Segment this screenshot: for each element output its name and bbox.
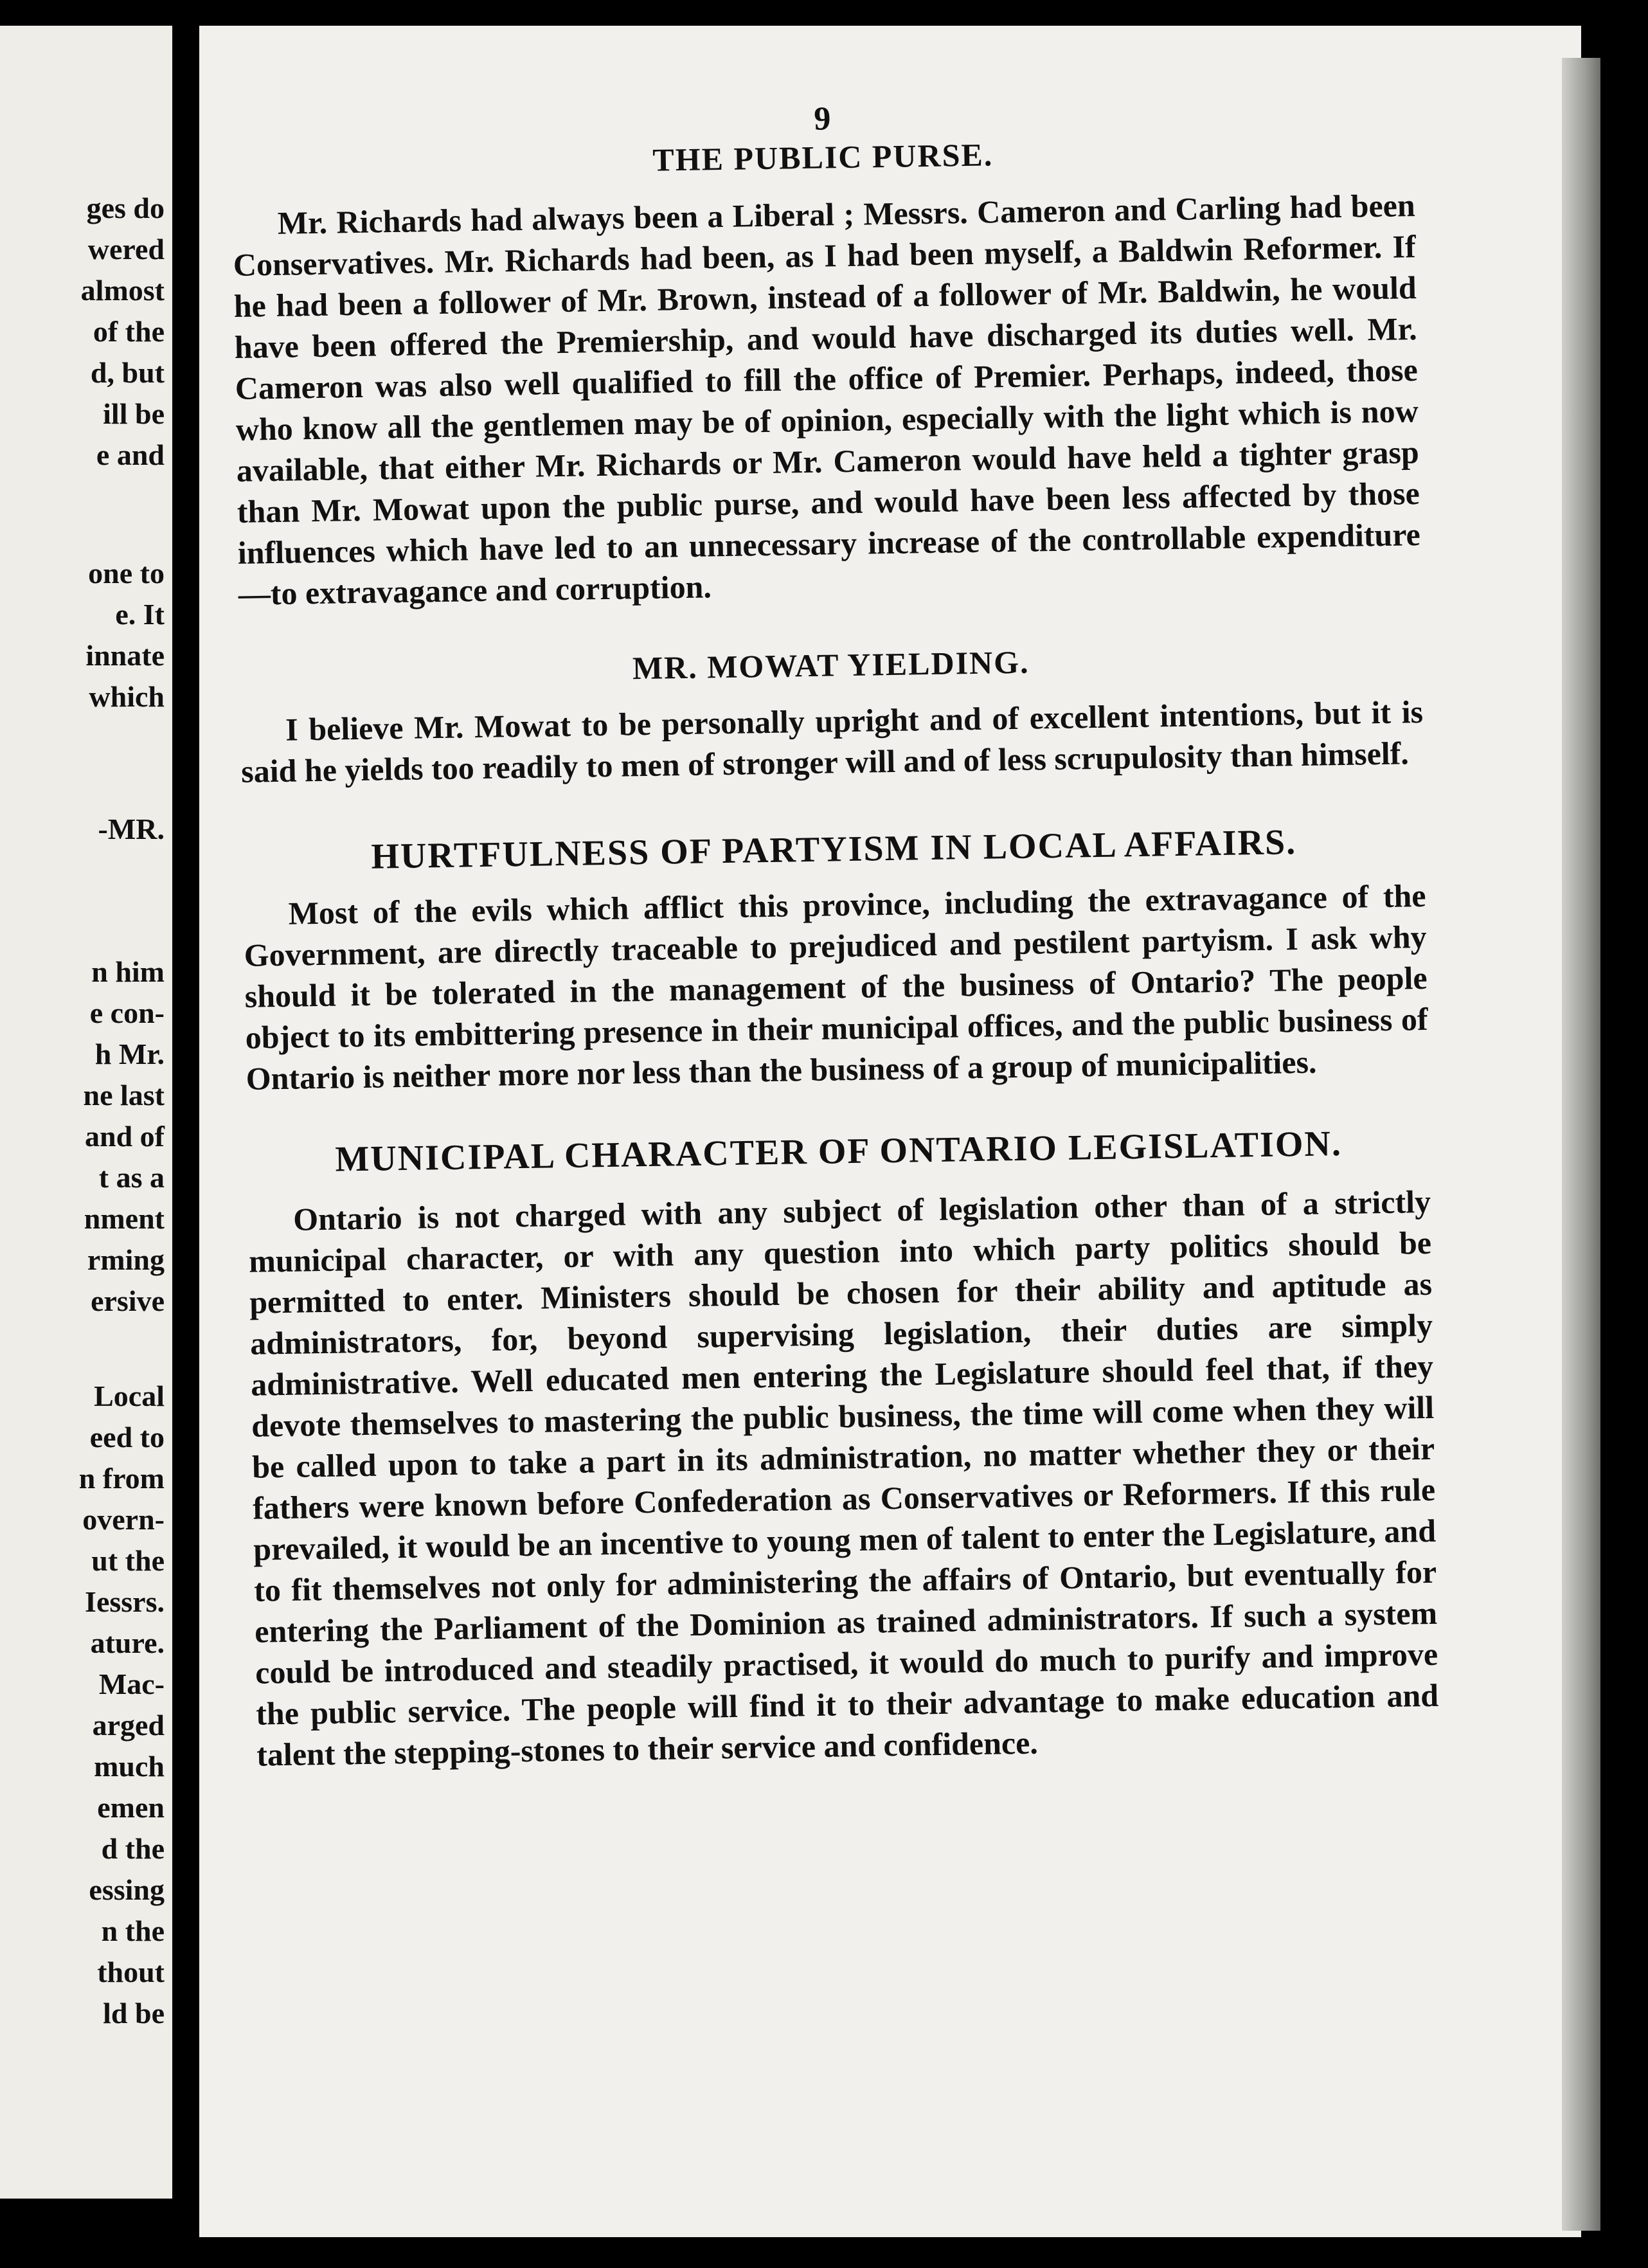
left-page-line: thout <box>97 1956 165 1988</box>
left-page-line: and of <box>85 1120 165 1153</box>
left-page-line: wered <box>87 233 165 266</box>
page-content <box>231 100 1440 1776</box>
left-page-line: eed to <box>89 1421 165 1454</box>
section-public-purse <box>231 129 1421 615</box>
left-page-line: ersive <box>91 1284 165 1317</box>
left-page-line: n him <box>91 955 165 988</box>
section-heading: HURTFULNESS OF PARTYISM IN LOCAL AFFAIRS. <box>370 822 1297 877</box>
section-paragraph: Ontario is not charged with any subject of legislation other than of a strictly municipal character, or with any question into which party politics should be permitted to enter. Ministers should be chosen for their ability and aptitude as administrators, for, beyond supervising legislation, their duties are simply administrative. Well educated men entering the Legislature should feel that, if they devote themselves to mastering the public business, the time will come when they will be called upon to take a part in its administration, no matter whether they or their fathers were known before Confederation as Conservatives or Reformers. If this rule prevailed, it would be an incentive to young men of talent to enter the Legislature, and to fit themselves not only for administering the affairs of Ontario, but eventually for entering the Parliament of the Dominion as trained administrators. If such a system could be introduced and steadily practised, it would do much to purify and improve the public service. The people will find it to their advantage to make education and talent the stepping-stones to their service and confidence. <box>248 1183 1439 1773</box>
left-page-line: innate <box>85 639 165 672</box>
left-page-line: ld be <box>103 1997 165 2030</box>
left-page-line: d, but <box>90 356 165 389</box>
section-paragraph: Most of the evils which afflict this province, including the extravagance of the Government, are directly traceable to prejudiced and pestilent partyism. I ask why should it be tolerated in the management of the business of Ontario? The people object to its embittering presence in their municipal offices, and the public business of Ontario is neither more nor less than the business of a group of municipalities. <box>244 877 1428 1097</box>
section-municipal-character <box>247 1122 1439 1776</box>
left-page-line: overn- <box>82 1503 165 1536</box>
book-page <box>199 26 1581 2237</box>
left-page-line: arged <box>92 1709 165 1742</box>
book-gutter <box>172 0 199 2268</box>
left-page-line: h Mr. <box>94 1038 165 1070</box>
left-page-line: d the <box>101 1832 165 1865</box>
section-paragraph: Mr. Richards had always been a Liberal ; Messrs. Cameron and Carling had been Conservatives. Mr. Richards had been, as I had been myself, a Baldwin Reformer. If he had been a follower of Mr. Brown, instead of a follower of Mr. Baldwin, he would have been offered the Premiership, and would have discharged its duties well. Mr. Cameron was also well qualified to fill the office of Premier. Perhaps, indeed, those who know all the gentlemen may be of opinion, especially with the light which is now available, that either Mr. Richards or Mr. Cameron would have held a tighter grasp than Mr. Mowat upon the public purse, and would have been less affected by those influences which have led to an unnecessary increase of the controllable expenditure—to extravagance and corruption. <box>233 187 1421 612</box>
left-page-line: n from <box>78 1462 165 1495</box>
left-page-line: of the <box>93 315 165 348</box>
left-page-line: ges do <box>86 192 165 224</box>
left-page-line: Mac- <box>98 1668 165 1700</box>
section-mowat-yielding <box>239 637 1424 792</box>
left-page-line: emen <box>97 1791 165 1824</box>
left-page-line: t as a <box>98 1161 165 1194</box>
left-page-line: ne last <box>83 1079 165 1112</box>
left-page-line: almost <box>80 274 165 307</box>
left-page-line: essing <box>89 1873 165 1906</box>
left-page-line: e con- <box>89 996 165 1029</box>
left-page-line: Local <box>94 1380 165 1412</box>
left-page-line: ill be <box>103 397 165 430</box>
left-page-line: -MR. <box>98 813 165 845</box>
left-page-line: e. It <box>115 598 165 631</box>
left-page-line: much <box>94 1750 165 1783</box>
left-page-line: rming <box>87 1243 165 1276</box>
section-heading: MR. MOWAT YIELDING. <box>632 644 1030 687</box>
page-edge-shadow <box>1562 58 1600 2231</box>
left-page-line: e and <box>96 438 165 471</box>
section-partyism <box>242 820 1429 1099</box>
left-page-line: ut the <box>91 1544 165 1577</box>
left-page-line: Iessrs. <box>85 1585 165 1618</box>
page-number: 9 <box>813 100 831 138</box>
left-page-line: one to <box>88 557 165 590</box>
left-page-line: nment <box>84 1202 165 1235</box>
section-paragraph: I believe Mr. Mowat to be personally upright and of excellent intentions, but it is said he yields too readily to men of stronger will and of less scrupulosity than himself. <box>240 693 1424 789</box>
section-heading: THE PUBLIC PURSE. <box>652 136 994 178</box>
left-page-line: which <box>89 680 165 713</box>
left-page-fragment <box>0 26 172 2199</box>
left-page-line: ature. <box>90 1626 165 1659</box>
left-page-line: n the <box>101 1914 165 1947</box>
section-heading: MUNICIPAL CHARACTER OF ONTARIO LEGISLATION. <box>334 1124 1343 1180</box>
